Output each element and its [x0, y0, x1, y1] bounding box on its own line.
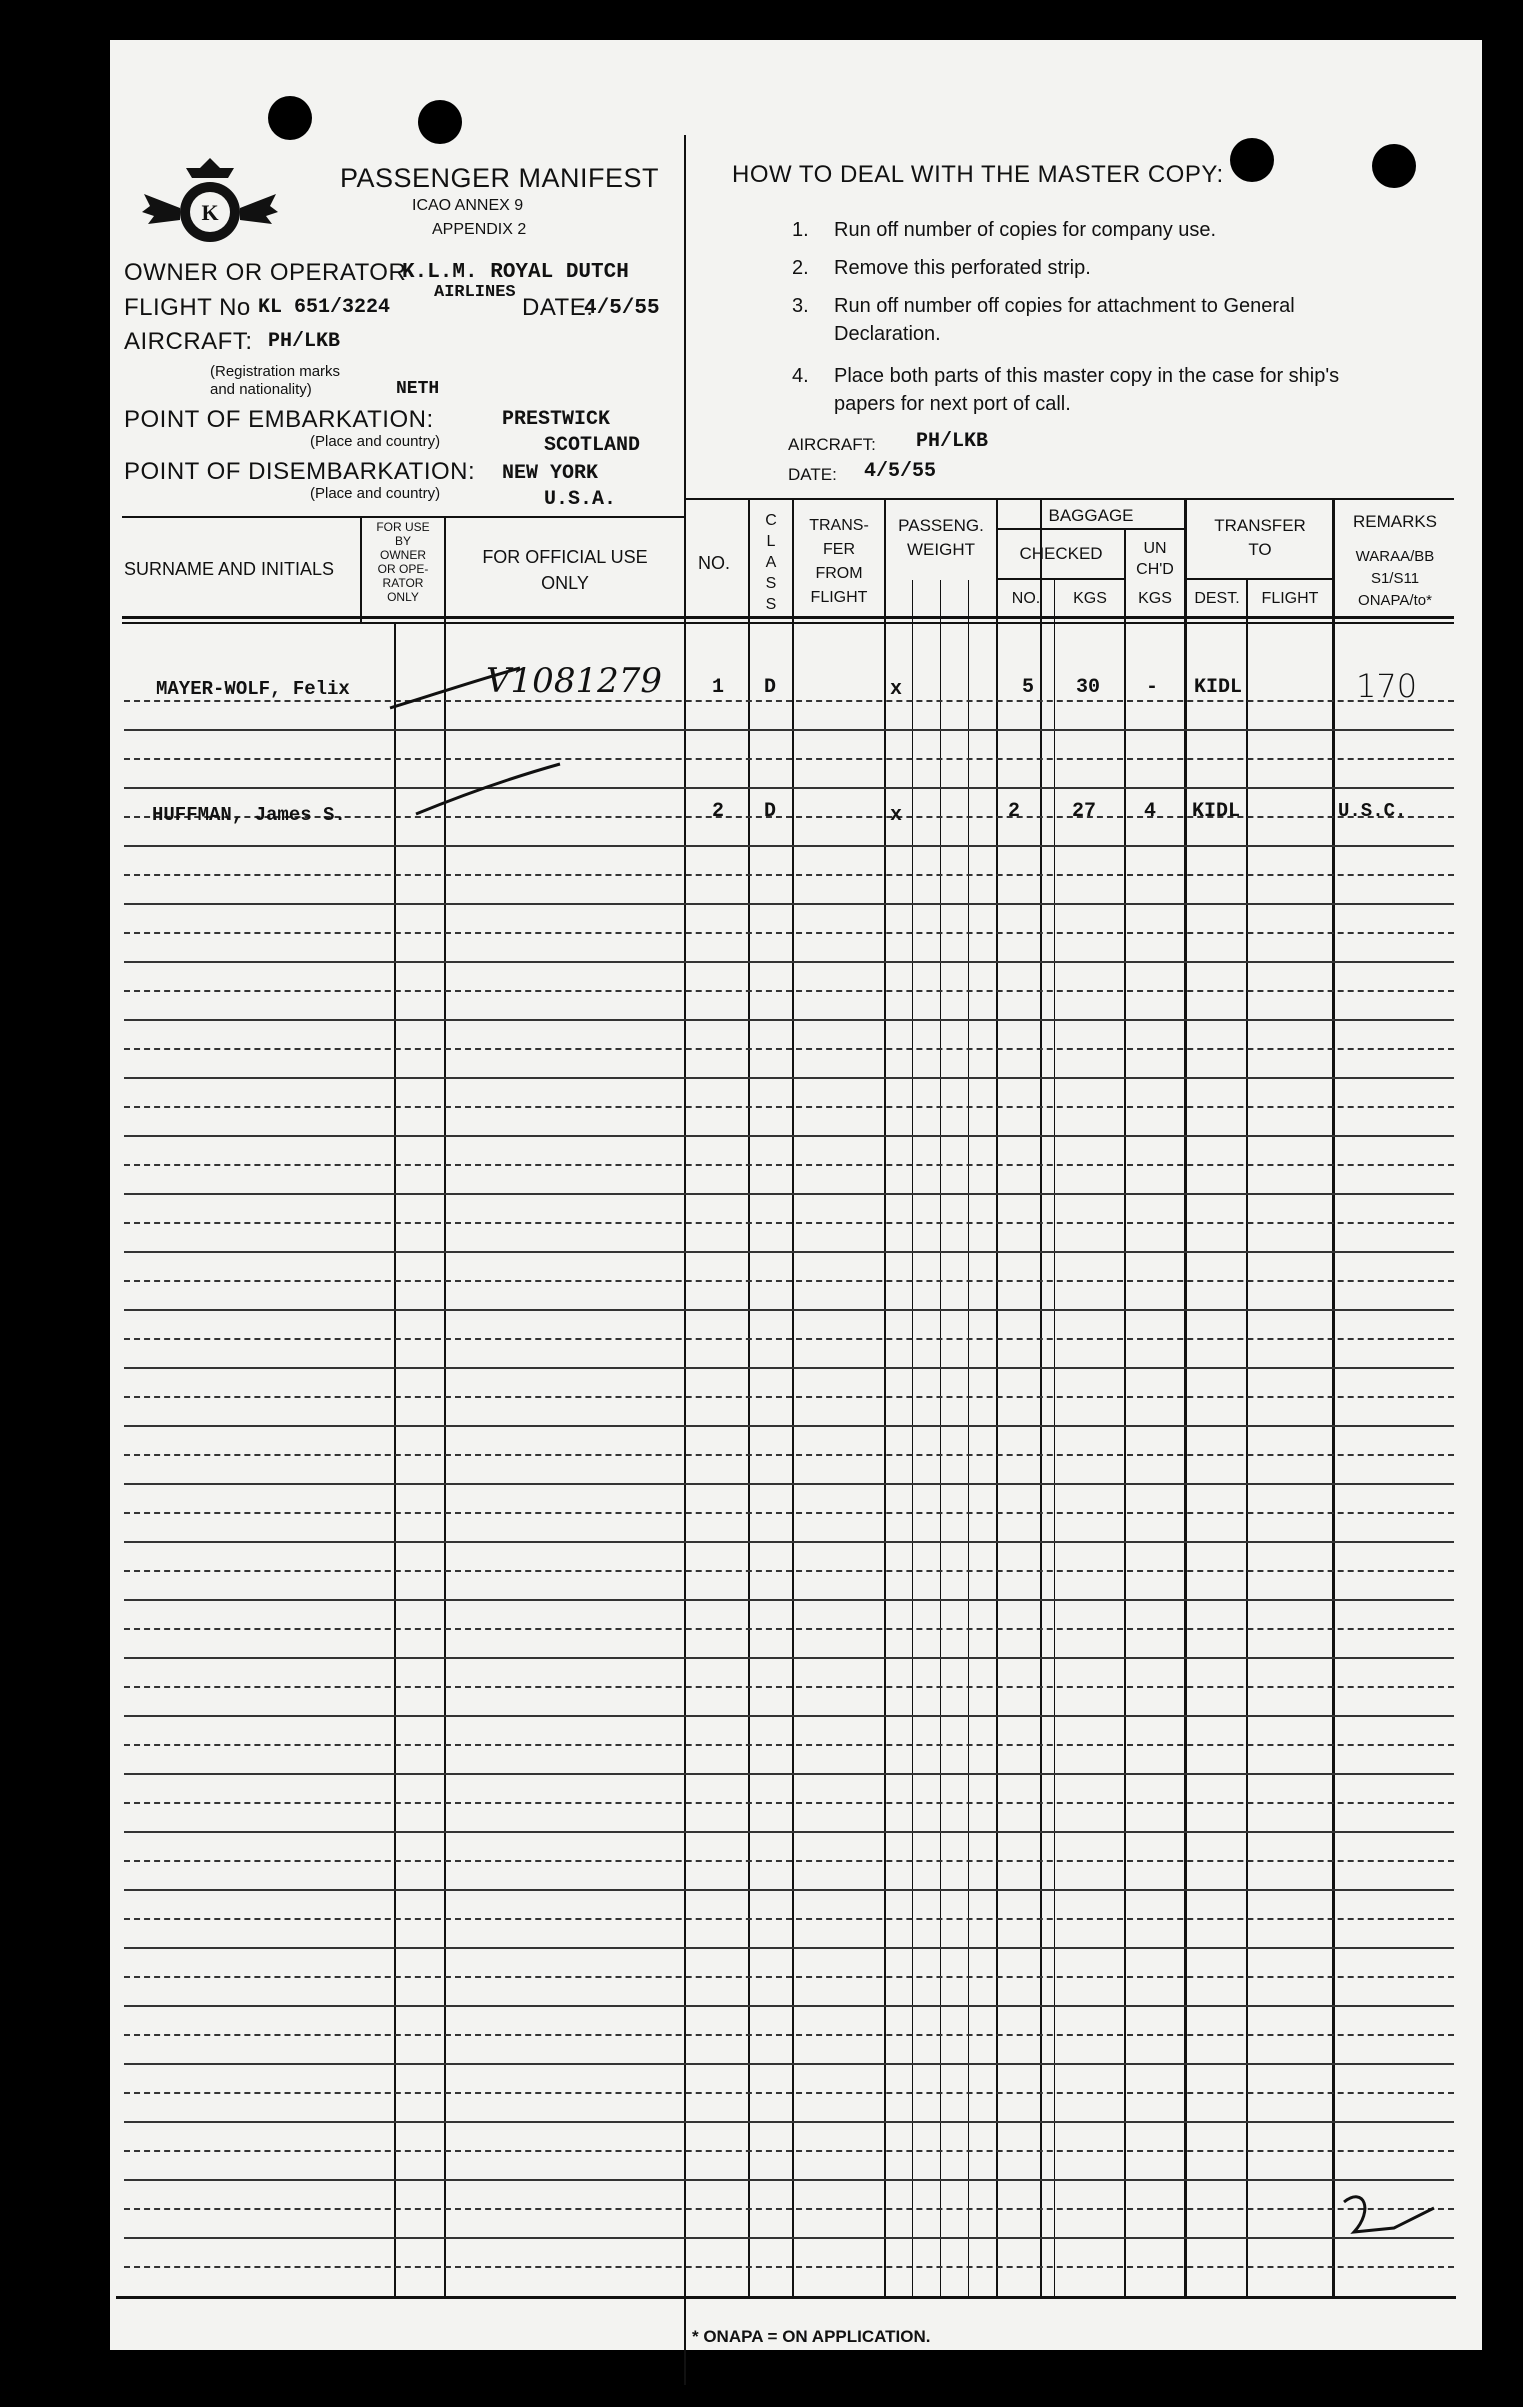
- col-flight: FLIGHT: [1261, 590, 1319, 607]
- entry-line: [124, 961, 1454, 963]
- instruction-number: 3.: [792, 295, 809, 317]
- passenger-weight: x: [890, 804, 903, 827]
- entry-line: [124, 2150, 1454, 2152]
- icao-annex: ICAO ANNEX 9: [412, 197, 524, 214]
- entry-line: [124, 845, 1454, 847]
- class-letter: L: [766, 533, 776, 550]
- class-letter: C: [765, 512, 777, 529]
- col-checked: CHECKED: [1019, 544, 1103, 563]
- entry-line: [124, 1541, 1454, 1543]
- entry-line: [124, 1715, 1454, 1717]
- passeng-line: PASSENG.: [898, 516, 984, 535]
- passenger-class: D: [764, 676, 777, 699]
- class-letter: S: [765, 596, 777, 613]
- transfer-dest: KIDL: [1192, 800, 1241, 823]
- col-line: [968, 580, 969, 2296]
- entry-line: [124, 1106, 1454, 1108]
- date-value-right: 4/5/55: [864, 460, 937, 483]
- remarks-value: U.S.C.: [1338, 800, 1407, 822]
- date-label-right: DATE:: [788, 465, 837, 484]
- baggage-header-rule: [996, 528, 1184, 530]
- baggage-kgs: 27: [1072, 800, 1097, 823]
- entry-line: [124, 1976, 1454, 1978]
- entry-line: [124, 1686, 1454, 1688]
- entry-line: [124, 1309, 1454, 1311]
- entry-line: [124, 1077, 1454, 1079]
- entry-line: [124, 1628, 1454, 1630]
- remarks-code: S1/S11: [1370, 570, 1420, 587]
- transfer-from-line: FER: [823, 541, 855, 558]
- flight-label: FLIGHT No: [124, 294, 251, 321]
- entry-line: [124, 1744, 1454, 1746]
- registration-note: and nationality): [210, 381, 312, 398]
- header-bottom-rule: [122, 616, 1454, 619]
- entry-line: [124, 1802, 1454, 1804]
- disembarkation-label: POINT OF DISEMBARKATION:: [124, 458, 476, 485]
- col-line: [912, 580, 913, 2296]
- col-remarks: REMARKS: [1352, 512, 1438, 531]
- entry-line: [124, 1280, 1454, 1282]
- official-use-line: FOR OFFICIAL USE: [482, 547, 648, 567]
- disembarkation-value: NEW YORK: [502, 462, 599, 485]
- registration-note: (Registration marks: [210, 363, 341, 380]
- manifest-title: PASSENGER MANIFEST: [340, 163, 660, 193]
- col-line: [940, 580, 941, 2296]
- transfer-to-line: TO: [1248, 540, 1272, 559]
- svg-text:K: K: [201, 200, 219, 225]
- unchd-line: UN: [1143, 540, 1167, 557]
- entry-line: [124, 1657, 1454, 1659]
- punch-hole: [268, 96, 312, 140]
- class-letter: S: [765, 575, 777, 592]
- instruction-number: 2.: [792, 257, 809, 279]
- passenger-name: MAYER-WOLF, Felix: [156, 678, 350, 700]
- owner-value: K.L.M. ROYAL DUTCH: [402, 261, 629, 284]
- instructions-title: HOW TO DEAL WITH THE MASTER COPY:: [732, 161, 1224, 188]
- entry-line: [124, 1599, 1454, 1601]
- entry-line: [124, 1251, 1454, 1253]
- owner-label: OWNER OR OPERATOR: [124, 259, 407, 286]
- entry-line: [124, 1483, 1454, 1485]
- center-divider: [684, 135, 686, 2385]
- remarks-code: ONAPA/to*: [1358, 592, 1432, 609]
- instruction-number: 4.: [792, 365, 809, 387]
- transfer-from-line: FROM: [815, 565, 863, 582]
- weight-line: WEIGHT: [907, 540, 975, 559]
- entry-line: [124, 1889, 1454, 1891]
- baggage-kgs: 30: [1076, 676, 1101, 699]
- entry-line: [124, 729, 1454, 731]
- entry-line: [124, 1396, 1454, 1398]
- col-unchd-kgs: KGS: [1138, 590, 1172, 607]
- disembarkation-country: U.S.A.: [544, 488, 617, 511]
- col-line: [1246, 580, 1248, 2296]
- entry-line: [124, 2266, 1454, 2268]
- passenger-name: HUFFMAN, James S.: [152, 804, 346, 826]
- punch-hole: [1230, 138, 1274, 182]
- owner-value-line2: AIRLINES: [434, 283, 516, 302]
- klm-crown-logo: [140, 150, 280, 260]
- entry-line: [124, 2034, 1454, 2036]
- entry-line: [124, 1193, 1454, 1195]
- flight-value: KL 651/3224: [258, 296, 391, 319]
- col-line: [1054, 578, 1055, 2296]
- entry-line: [124, 2237, 1454, 2239]
- entry-line: [124, 1222, 1454, 1224]
- entry-line: [124, 787, 1454, 789]
- col-surname: SURNAME AND INITIALS: [124, 559, 335, 579]
- table-top-rule: [684, 498, 1454, 500]
- col-owner-use: [362, 520, 444, 604]
- entry-line: [124, 1454, 1454, 1456]
- official-use-line: ONLY: [541, 573, 589, 593]
- instruction-text-cont: papers for next port of call.: [834, 393, 1071, 415]
- date-value: 4/5/55: [584, 297, 660, 320]
- entry-line: [124, 990, 1454, 992]
- col-transfer-to: [1188, 514, 1332, 562]
- transfer-from-line: FLIGHT: [810, 589, 868, 606]
- entry-line: [124, 903, 1454, 905]
- remarks-value: 170: [1356, 667, 1418, 705]
- appendix: APPENDIX 2: [432, 221, 527, 238]
- col-official-use: [446, 544, 684, 596]
- transfer-dest: KIDL: [1194, 676, 1243, 699]
- instruction-number: 1.: [792, 219, 809, 241]
- col-baggage: BAGGAGE: [1048, 506, 1134, 525]
- owner-use-line: RATOR: [382, 576, 424, 590]
- embarkation-value: PRESTWICK: [502, 408, 611, 431]
- entry-line: [124, 700, 1454, 702]
- table-top-rule: [122, 516, 684, 518]
- entry-line: [124, 1338, 1454, 1340]
- entry-line: [124, 874, 1454, 876]
- col-remarks-codes: [1336, 546, 1454, 612]
- entry-line: [124, 1570, 1454, 1572]
- entry-line: [124, 1048, 1454, 1050]
- instruction-text: Run off number of copies for company use.: [834, 219, 1217, 241]
- col-no: NO.: [698, 553, 731, 573]
- entry-line: [124, 2179, 1454, 2181]
- entry-line: [124, 758, 1454, 760]
- header-bottom-rule: [122, 622, 1454, 624]
- embarkation-note: (Place and country): [310, 433, 441, 450]
- owner-use-line: ONLY: [387, 590, 419, 604]
- punch-hole: [1372, 144, 1416, 188]
- entry-line: [124, 1425, 1454, 1427]
- entry-line: [124, 2092, 1454, 2094]
- transfer-header-rule: [1184, 578, 1332, 580]
- unchd-line: CH'D: [1136, 561, 1174, 578]
- entry-line: [124, 1019, 1454, 1021]
- col-transfer-from: [794, 514, 884, 610]
- entry-line: [124, 1164, 1454, 1166]
- nationality-value: NETH: [396, 379, 440, 399]
- table-bottom-rule: [116, 2296, 1456, 2299]
- remarks-code: WARAA/BB: [1355, 548, 1435, 565]
- instruction-text: Run off number off copies for attachment to General: [834, 295, 1295, 317]
- col-class: [750, 510, 792, 615]
- owner-use-line: OR OPE-: [377, 562, 429, 576]
- handwritten-tick: [400, 756, 580, 826]
- entry-line: [124, 1367, 1454, 1369]
- disembarkation-note: (Place and country): [310, 485, 441, 502]
- instruction-text-cont: Declaration.: [834, 323, 941, 345]
- footer-note: * ONAPA = ON APPLICATION.: [692, 2327, 931, 2346]
- entry-line: [124, 1918, 1454, 1920]
- passenger-no: 1: [712, 676, 725, 699]
- handwritten-mark: [1334, 2180, 1444, 2250]
- baggage-no: 5: [1022, 676, 1035, 699]
- transfer-to-line: TRANSFER: [1214, 516, 1306, 535]
- entry-line: [124, 1135, 1454, 1137]
- handwritten-tick: [380, 660, 540, 720]
- entry-line: [124, 2121, 1454, 2123]
- entry-line: [124, 2005, 1454, 2007]
- passenger-weight: x: [890, 678, 903, 701]
- unchecked-kgs: -: [1146, 676, 1159, 699]
- passenger-no: 2: [712, 800, 725, 823]
- transfer-from-line: TRANS-: [809, 517, 869, 534]
- col-bag-no: NO.: [1011, 590, 1041, 607]
- instruction-text: Place both parts of this master copy in the case for ship's: [834, 365, 1340, 387]
- col-bag-kgs: KGS: [1073, 590, 1107, 607]
- entry-line: [124, 1773, 1454, 1775]
- aircraft-value: PH/LKB: [268, 330, 341, 353]
- punch-hole: [418, 100, 462, 144]
- owner-use-line: FOR USE: [376, 520, 430, 534]
- aircraft-label-right: AIRCRAFT:: [788, 435, 876, 454]
- class-letter: A: [765, 554, 777, 571]
- aircraft-label: AIRCRAFT:: [124, 328, 253, 355]
- col-passeng-weight: [886, 514, 996, 562]
- col-line: [1124, 528, 1126, 2296]
- entry-line: [124, 1512, 1454, 1514]
- entry-line: [124, 2063, 1454, 2065]
- passport-number: V1081279: [486, 661, 662, 701]
- col-dest: DEST.: [1194, 590, 1240, 607]
- embarkation-label: POINT OF EMBARKATION:: [124, 406, 434, 433]
- date-label: DATE:: [522, 294, 594, 321]
- entry-line: [124, 932, 1454, 934]
- baggage-no: 2: [1008, 800, 1021, 823]
- owner-use-line: BY: [394, 534, 411, 548]
- embarkation-country: SCOTLAND: [544, 434, 641, 457]
- passenger-class: D: [764, 800, 777, 823]
- aircraft-value-right: PH/LKB: [916, 430, 989, 453]
- unchecked-kgs: 4: [1144, 800, 1157, 823]
- entry-line: [124, 1860, 1454, 1862]
- entry-line: [124, 1947, 1454, 1949]
- entry-line: [124, 1831, 1454, 1833]
- instruction-text: Remove this perforated strip.: [834, 257, 1091, 279]
- entry-line: [124, 2208, 1454, 2210]
- owner-use-line: OWNER: [380, 548, 426, 562]
- col-unchd: [1126, 538, 1184, 580]
- checked-header-rule: [996, 578, 1124, 580]
